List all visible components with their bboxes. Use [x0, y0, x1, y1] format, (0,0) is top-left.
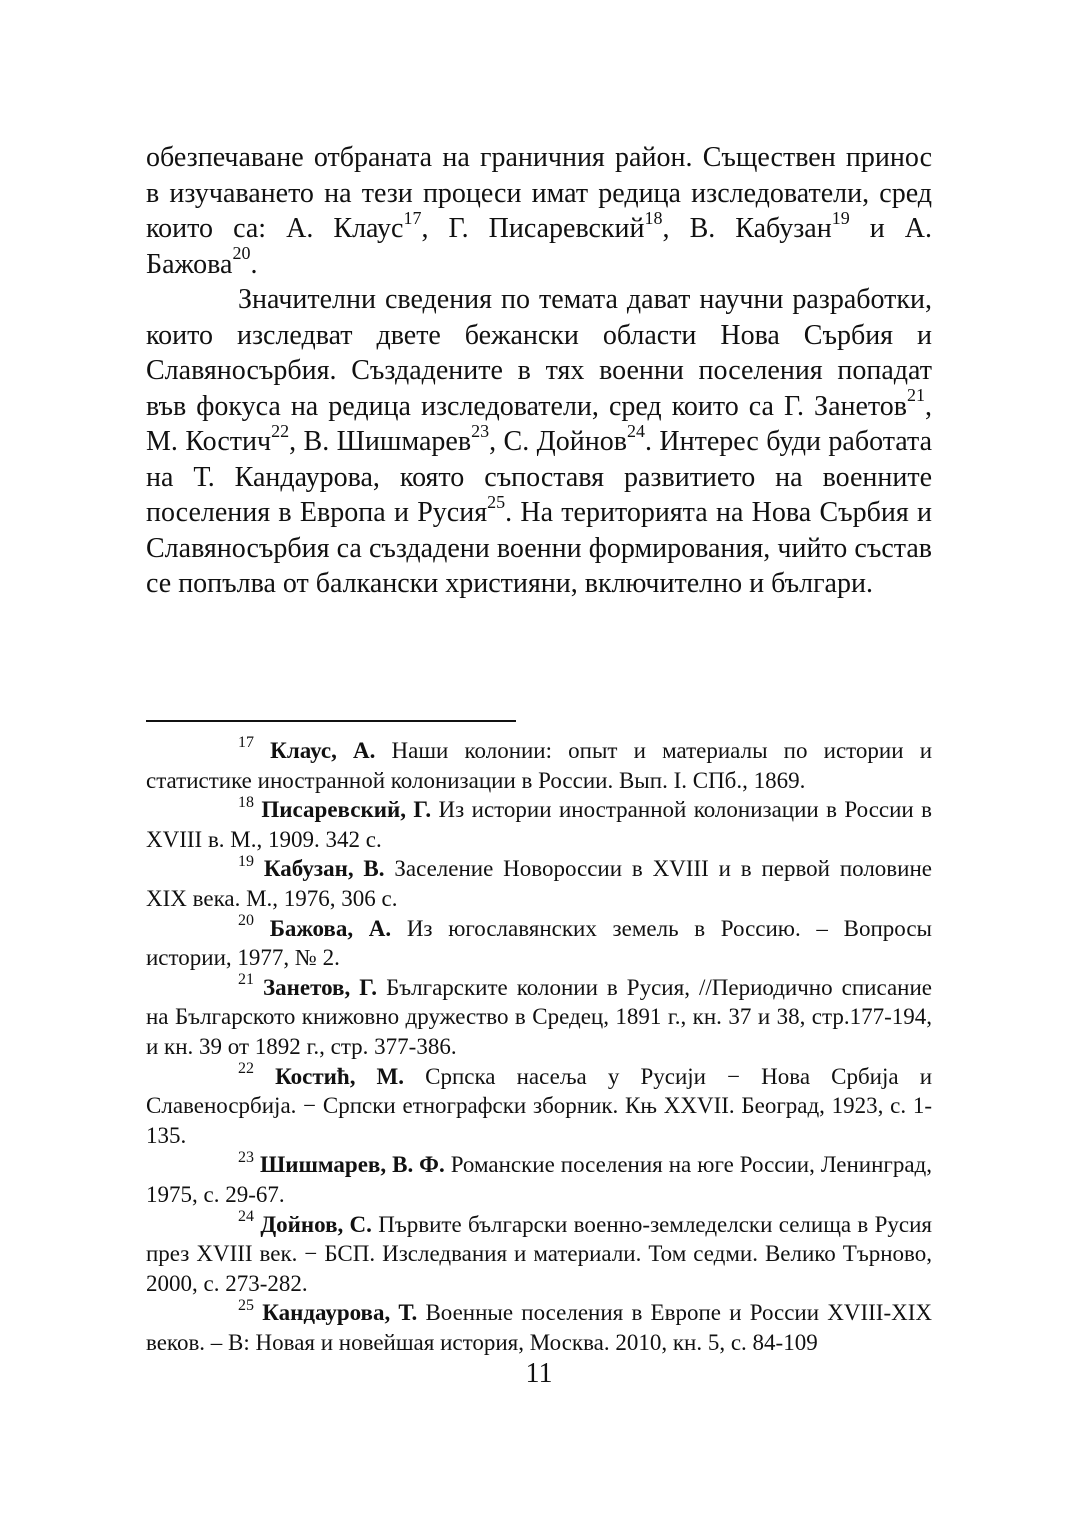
footnote-ref-17[interactable]: 17 [403, 207, 422, 228]
paragraph-1-text: и А. Бажова [146, 213, 933, 280]
footnote-number: 23 [238, 1148, 254, 1166]
paragraph-2-text: Значителни сведения по темата дават научни разработки, които изследват двете бежански области Нова Сърбия и Славяносърбия. Създадените в тях военни поселения попадат във фокуса на редица изследователи, сред които са Г. Занетов [146, 284, 932, 422]
main-text [146, 140, 932, 602]
paragraph-1 [146, 140, 932, 282]
footnote-19 [146, 854, 932, 913]
footnote-number: 17 [238, 734, 254, 752]
footnote-number: 21 [238, 971, 254, 989]
footnote-number: 24 [238, 1207, 254, 1225]
paragraph-2-text: , М. Костич [146, 390, 932, 457]
footnote-20 [146, 911, 932, 973]
paragraph-1-text: , Г. Писаревский [421, 213, 645, 244]
footnote-author: Костић, М. [275, 1063, 405, 1089]
footnote-25 [146, 1298, 932, 1357]
footnote-text: Романские поселения на юге России, Ленинград, 1975, с. 29-67. [146, 1152, 933, 1207]
paragraph-1-text: обезпечаване отбраната на граничния район. Съществен принос в изучаването на тези процеси имат редица изследователи, сред които са: А. Клаус [146, 142, 932, 244]
paragraph-2-text: , С. Дойнов [489, 426, 627, 457]
paragraph-2-text: , В. Шишмарев [289, 426, 472, 457]
footnote-number: 25 [238, 1296, 254, 1314]
footnote-ref-19[interactable]: 19 [831, 207, 850, 228]
footnote-text: Из истории иностранной колонизации в России в XVIII в. М., 1909. 342 с. [146, 797, 932, 852]
footnote-number: 20 [238, 911, 254, 929]
footnote-21 [146, 973, 932, 1062]
footnote-separator [146, 720, 516, 722]
footnote-18 [146, 795, 932, 854]
footnote-author: Писаревский, Г. [261, 797, 432, 823]
footnote-ref-25[interactable]: 25 [487, 491, 506, 512]
footnote-text: Заселение Новороссии в XVIII и в первой половине XIX века. М., 1976, 306 с. [146, 856, 932, 911]
footnote-ref-22[interactable]: 22 [271, 420, 290, 441]
footnote-ref-21[interactable]: 21 [907, 385, 925, 406]
footnote-number: 19 [238, 852, 254, 870]
footnote-author: Кабузан, В. [263, 856, 385, 882]
footnote-author: Шишмарев, В. Ф. [260, 1152, 445, 1178]
footnote-text: Военные поселения в Европе и России XVIII-XIX веков. – В: Новая и новейшая история, Москва. 2010, кн. 5, с. 84-109 [146, 1300, 933, 1355]
footnote-ref-18[interactable]: 18 [644, 207, 663, 228]
footnote-author: Занетов, Г. [263, 974, 378, 1000]
footnote-ref-23[interactable]: 23 [471, 420, 490, 441]
footnote-text: Српска насеља у Русији − Нова Србија и Славеносрбија. − Српски етнографски зборник. Књ XXVII. Београд, 1923, с. 1-135. [146, 1063, 933, 1148]
footnotes [146, 736, 932, 1389]
footnote-number: 22 [238, 1059, 254, 1077]
paragraph-2 [146, 282, 932, 602]
page-number: 11 [525, 1358, 553, 1390]
footnote-24 [146, 1207, 932, 1299]
paragraph-1-text: , В. Кабузан [662, 213, 832, 244]
footnote-number: 18 [238, 793, 254, 811]
footnote-text: Българските колонии в Русия, //Периодично списание на Българското книжовно дружество в Средец, 1891 г., кн. 37 и 38, стр.177-194, и кн. 39 от 1892 г., стр. 377-386. [146, 974, 932, 1059]
paragraph-2-text: . Интерес буди работата на Т. Кандаурова, която съпоставя развитието на военните поселения в Европа и Русия [146, 426, 933, 528]
footnote-17 [146, 736, 932, 795]
paragraph-2-text: . На територията на Нова Сърбия и Славяносърбия са създадени военни формирования, чийто състав се попълва от балкански християни, включително и българи. [146, 497, 932, 599]
body-text [146, 140, 932, 602]
footnote-text: Наши колонии: опыт и материалы по истории и статистике иностранной колонизации в России. Вып. I. СПб., 1869. [146, 738, 932, 793]
footnote-text: Из югославянских земель в Россию. – Вопросы истории, 1977, № 2. [146, 915, 932, 971]
footnote-author: Кандаурова, Т. [262, 1300, 418, 1326]
footnote-23 [146, 1150, 932, 1209]
footnote-ref-20[interactable]: 20 [232, 243, 251, 264]
footnote-author: Бажова, А. [269, 915, 392, 941]
footnote-author: Дойнов, С. [260, 1211, 372, 1237]
footnote-ref-24[interactable]: 24 [626, 420, 645, 441]
paragraph-1-text: . [250, 248, 258, 280]
footnote-22 [146, 1059, 933, 1151]
footnote-author: Клаус, А. [270, 738, 376, 763]
footnote-text: Първите български военно-земледелски селища в Русия през XVIII век. − БСП. Изследвания и материали. Том седми. Велико Търново, 2000, с. 273-282. [146, 1211, 932, 1296]
